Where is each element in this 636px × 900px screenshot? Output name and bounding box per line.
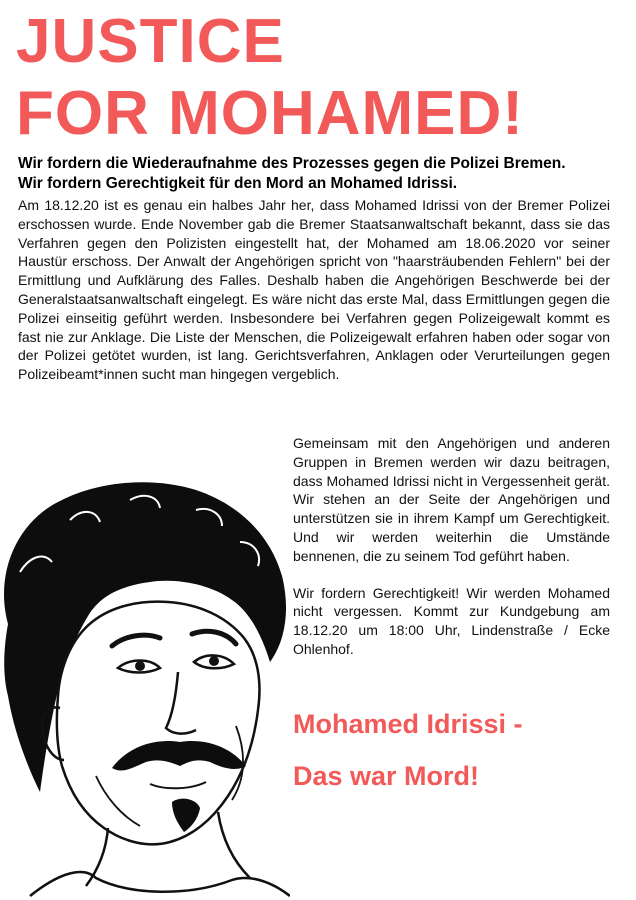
right-column (293, 434, 610, 659)
headline-line-2: FOR MOHAMED! (16, 79, 524, 148)
headline-line-1: JUSTICE (16, 7, 285, 76)
portrait-neck (86, 812, 250, 886)
subheadline-line-2: Wir fordern Gerechtigkeit für den Mord an Mohamed Idrissi. (18, 175, 458, 192)
rally-paragraph: Wir fordern Gerechtigkeit! Wir werden Mohamed nicht vergessen. Kommt zur Kundgebung am 18.12.20 um 18:00 Uhr, Lindenstraße / Ecke Ohlenhof. (293, 584, 610, 657)
subheadline-line-1: Wir fordern die Wiederaufnahme des Prozesses gegen die Polizei Bremen. (18, 155, 566, 172)
portrait-jaw-shading (96, 726, 243, 826)
portrait-left-eyebrow (112, 635, 160, 646)
subheadline (18, 154, 628, 194)
portrait-collar (30, 872, 290, 896)
portrait-mustache (112, 741, 246, 770)
portrait-drawing-icon (0, 476, 290, 900)
headline (16, 6, 626, 150)
intro-paragraph: Am 18.12.20 ist es genau ein halbes Jahr her, dass Mohamed Idrissi von der Bremer Polizei erschossen wurde. Ende November gab die Bremer Staatsanwaltschaft bekannt, dass sie das Verfahren gegen den Polizisten eingestellt hat, der Mohamed am 18.06.2020 vor seiner Haustür erschoss. Der Anwalt der Angehörigen spricht von "haarsträubenden Fehlern" bei der Ermittlung und Aufklärung des Falles. Deshalb haben die Angehörigen Beschwerde bei der Generalstaatsanwaltschaft eingelegt. Es wäre nicht das erste Mal, dass Ermittlungen gegen die Polizei einseitig geführt werden. Insbesondere bei Verfahren gegen Polizeigewalt kommt es fast nie zur Anklage. Die Liste der Menschen, die Polizeigewalt erfahren haben oder sogar von der Polizei getötet wurden, ist lang. Gerichtsverfahren, Anklagen oder Verurteilungen gegen Polizeibeamt*innen sucht man hingegen vergeblich. (18, 197, 610, 383)
slogan-line-2: Das war Mord! (293, 761, 480, 791)
slogan-line-1: Mohamed Idrissi - (293, 709, 523, 739)
portrait-right-eyebrow (192, 631, 236, 644)
portrait-chin-tuft (172, 799, 200, 832)
solidarity-paragraph: Gemeinsam mit den Angehörigen und anderen Gruppen in Bremen werden wir dazu beitragen, dass Mohamed Idrissi nicht in Vergessenheit gerät. Wir stehen an der Seite der Angehörigen und unterstützen sie in ihrem Kampf um Gerechtigkeit. Und wir werden weiterhin die Umstände bennenen, die zu seinem Tod geführt haben. (293, 435, 610, 564)
portrait-nose (166, 672, 196, 734)
portrait-lip (150, 782, 206, 788)
